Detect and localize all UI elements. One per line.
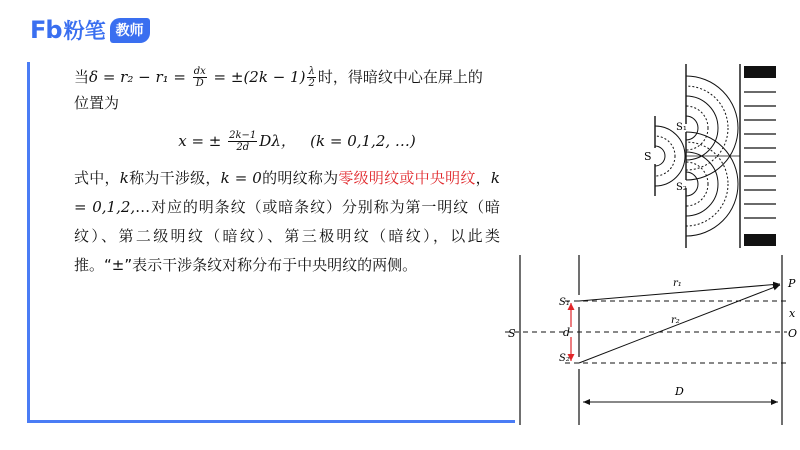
label-S1: S₁ <box>559 297 570 308</box>
text-prefix: 当 <box>74 68 90 86</box>
lesson-text <box>74 64 500 280</box>
logo-mark: Fb <box>30 16 62 44</box>
frac-denominator: D <box>195 78 204 89</box>
logo-brand-text: 粉笔 <box>63 19 106 43</box>
formula-k-range: (k = 0,1,2, …) <box>310 132 416 150</box>
label-x: x <box>789 307 796 320</box>
frac-numerator: λ <box>308 66 315 77</box>
brand-logo <box>30 16 150 44</box>
highlighted-term: 零级明纹或中央明纹 <box>338 169 476 187</box>
label-s1: S₁ <box>676 122 687 133</box>
label-O: O <box>788 327 798 340</box>
pm-expression: = ±(2k − 1) <box>208 68 306 86</box>
frame-bottom-border <box>27 420 515 423</box>
label-d: d <box>563 326 571 339</box>
para-text: 的明纹称为 <box>261 169 339 187</box>
math-k-zero: k = 0 <box>220 169 262 187</box>
label-r2: r₂ <box>671 315 680 326</box>
label-D: D <box>675 385 684 398</box>
double-slit-geometry-diagram <box>505 255 800 425</box>
math-k-list: k = 0,1,2, <box>74 169 500 216</box>
text-suffix: 时，得暗纹中心在屏上的 <box>317 68 483 86</box>
label-s2: S₂ <box>676 182 687 193</box>
math-k: k <box>119 169 129 187</box>
dark-fringe-formula <box>74 128 500 154</box>
fraction-dx-over-D <box>193 66 207 89</box>
para-text: 式中， <box>74 169 120 187</box>
frame-left-border <box>27 62 30 423</box>
position-line: 位置为 <box>74 94 120 112</box>
para-text: …对应的明条纹（或暗条纹）分别称为第一明纹（暗纹）、第二级明纹（暗纹）、第三极明纹（暗纹），以此类推。“±”表示干涉条纹对称分布于中央明纹的两侧。 <box>74 198 500 274</box>
label-P: P <box>788 277 796 290</box>
para-text: ， <box>475 169 491 187</box>
logo-badge: 教师 <box>110 18 150 43</box>
wavefront-diagram <box>640 64 780 248</box>
frac-denominator: 2 <box>308 78 315 89</box>
frac-numerator: dx <box>193 66 206 77</box>
fraction-2k-1-over-2d <box>228 130 257 153</box>
label-r1: r₁ <box>673 278 682 289</box>
condition-line <box>74 64 500 90</box>
fringe-dark-bottom <box>744 234 776 246</box>
formula-x: x = ± <box>178 132 227 150</box>
delta-expression: δ = r₂ − r₁ = <box>89 68 191 86</box>
fringe-lines <box>744 92 776 218</box>
fraction-lambda-over-2 <box>307 66 315 89</box>
frac-denominator: 2d <box>236 142 250 153</box>
para-text: 称为干涉级， <box>128 169 221 187</box>
label-S: S <box>508 327 516 340</box>
label-s: S <box>644 150 652 163</box>
fringe-dark-top <box>744 66 776 78</box>
label-S2: S₂ <box>559 353 570 364</box>
frac-numerator: 2k−1 <box>229 130 257 141</box>
explanation-paragraph <box>74 164 500 280</box>
formula-d-lambda: Dλ， <box>259 132 296 150</box>
watermark <box>556 414 766 428</box>
